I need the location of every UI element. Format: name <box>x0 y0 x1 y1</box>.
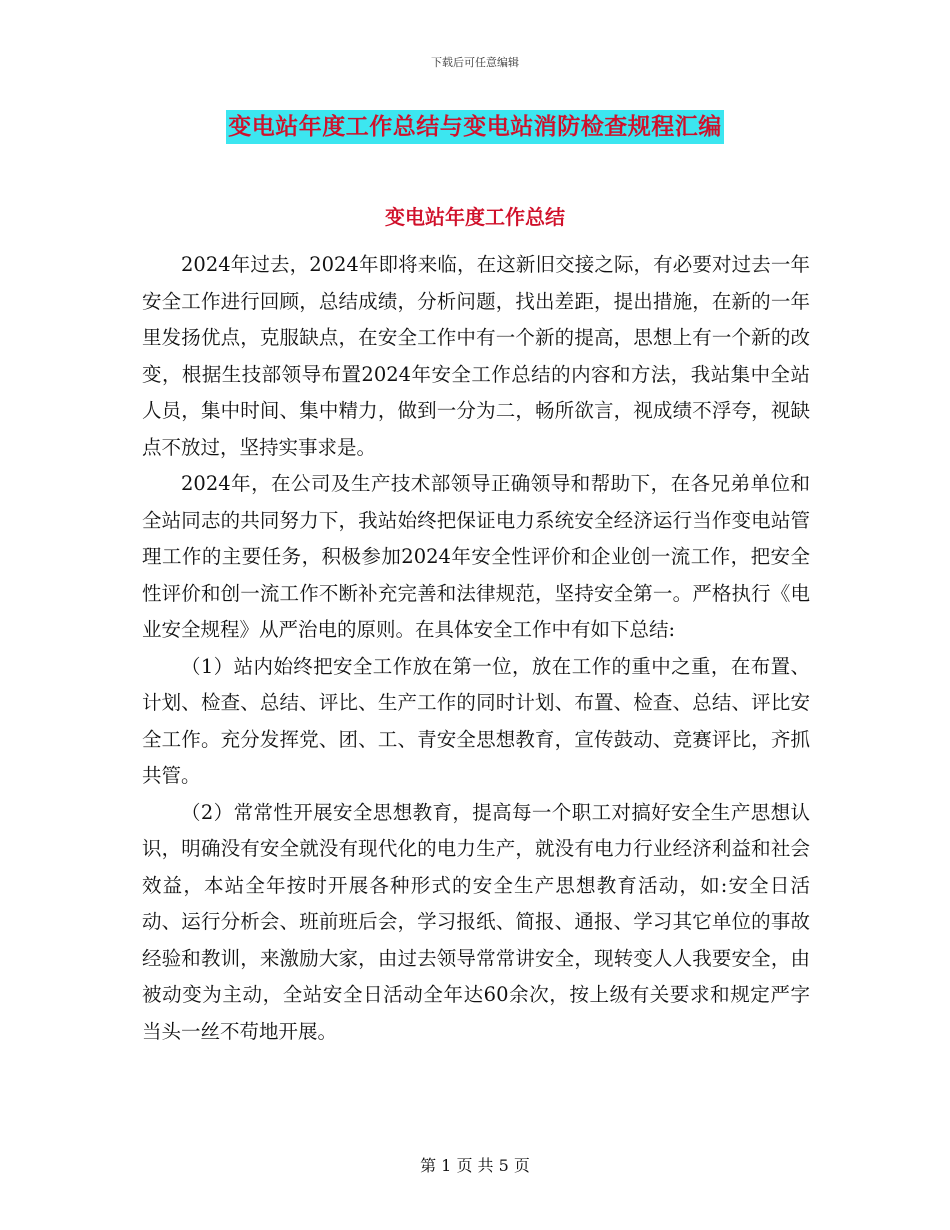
section-title: 变电站年度工作总结 <box>385 205 565 229</box>
paragraph-overview: 2024年，在公司及生产技术部领导正确领导和帮助下，在各兄弟单位和全站同志的共同努力下，我站始终把保证电力系统安全经济运行当作变电站管理工作的主要任务，积极参加2024年安全性评价和企业创一流工作，把安全性评价和创一流工作不断补充完善和法律规范，坚持安全第一。严格执行《电业安全规程》从严治电的原则。在具体安全工作中有如下总结: <box>142 472 810 641</box>
paragraph-item-2: （2）常常性开展安全思想教育，提高每一个职工对搞好安全生产思想认识，明确没有安全就没有现代化的电力生产，就没有电力行业经济利益和社会效益，本站全年按时开展各种形式的安全生产思想教育活动，如:安全日活动、运行分析会、班前班后会，学习报纸、简报、通报、学习其它单位的事故经验和教训，来激励大家，由过去领导常常讲安全，现转变人人我要安全，由被动变为主动，全站安全日活动全年达60余次，按上级有关要求和规定严字当头一丝不苟地开展。 <box>142 800 810 1043</box>
document-body <box>142 247 810 1050</box>
page-number-footer: 第 1 页 共 5 页 <box>420 1156 530 1175</box>
main-title-container <box>0 110 950 144</box>
header-note: 下载后可任意编辑 <box>431 56 519 69</box>
paragraph-item-1: （1）站内始终把安全工作放在第一位，放在工作的重中之重，在布置、计划、检查、总结、评比、生产工作的同时计划、布置、检查、总结、评比安全工作。充分发挥党、团、工、青安全思想教育，宣传鼓动、竞赛评比，齐抓共管。 <box>142 654 810 787</box>
paragraph-intro: 2024年过去，2024年即将来临，在这新旧交接之际，有必要对过去一年安全工作进行回顾，总结成绩，分析问题，找出差距，提出措施，在新的一年里发扬优点，克服缺点，在安全工作中有一个新的提高，思想上有一个新的改变，根据生技部领导布置2024年安全工作总结的内容和方法，我站集中全站人员，集中时间、集中精力，做到一分为二，畅所欲言，视成绩不浮夸，视缺点不放过，坚持实事求是。 <box>142 253 810 459</box>
main-title: 变电站年度工作总结与变电站消防检查规程汇编 <box>226 110 724 144</box>
